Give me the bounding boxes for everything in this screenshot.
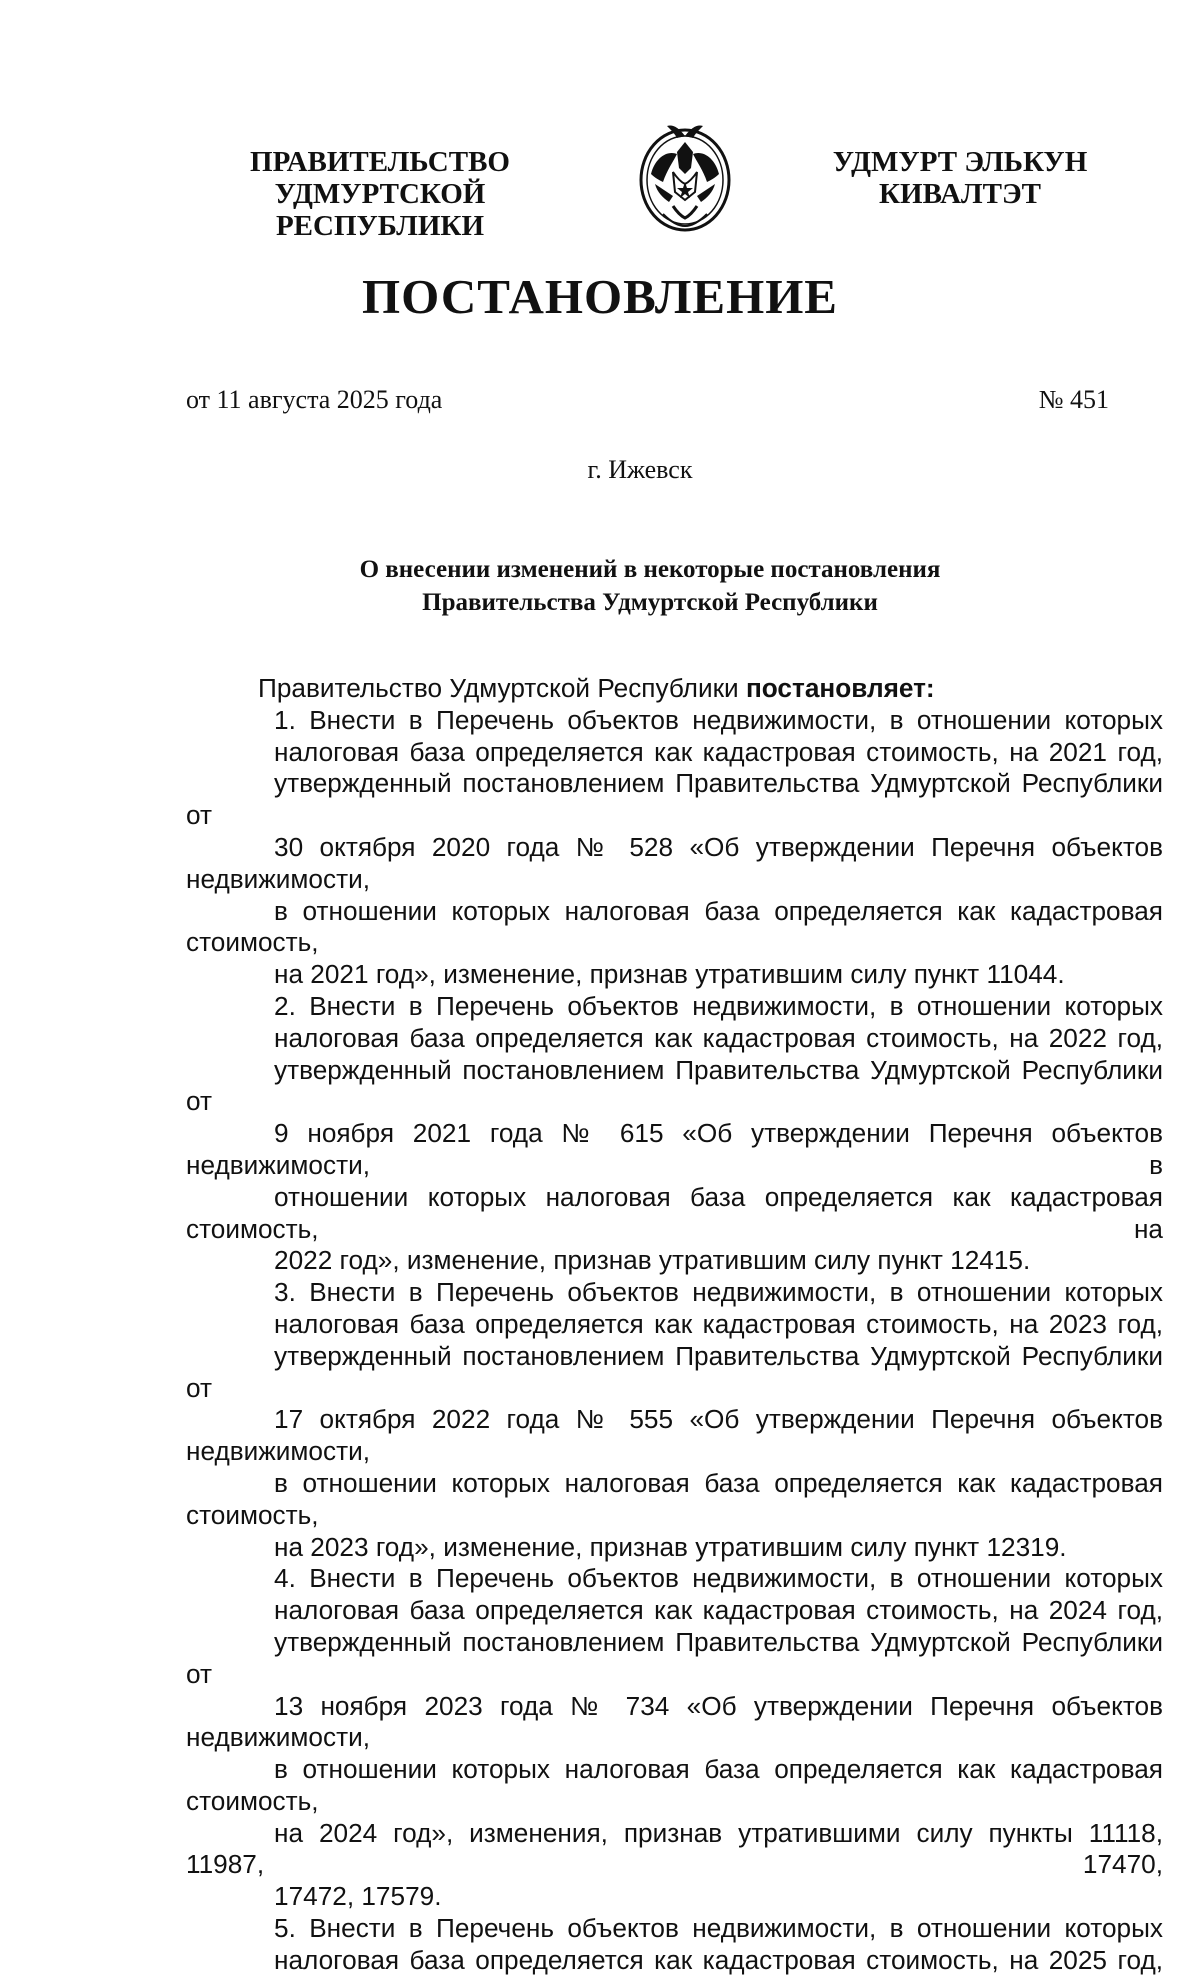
- item-line: 1. Внести в Перечень объектов недвижимости, в отношении которых: [274, 704, 1163, 735]
- preamble: [186, 673, 1163, 705]
- item-line: 30 октября 2020 года № 528 «Об утверждении Перечня объектов недвижимости,: [186, 831, 1163, 894]
- preamble-text: Правительство Удмуртской Республики: [258, 673, 746, 703]
- item-line: 17 октября 2022 года № 555 «Об утверждении Перечня объектов недвижимости,: [186, 1404, 1163, 1467]
- item-5: [186, 1913, 1163, 1977]
- item-line: на 2023 год», изменение, признав утратившим силу пункт 12319.: [274, 1531, 1067, 1562]
- document-subject: [300, 553, 1000, 619]
- coat-of-arms-icon: [633, 122, 737, 234]
- government-name-udmurt: [800, 146, 1120, 210]
- government-name-udmurt-line-1: УДМУРТ ЭЛЬКУН: [832, 146, 1088, 178]
- item-line: 13 ноября 2023 года № 734 «Об утверждении Перечня объектов недвижимости,: [186, 1690, 1163, 1753]
- item-line: отношении которых налоговая база определяется как кадастровая стоимость, на: [186, 1181, 1163, 1244]
- item-1: [186, 705, 1163, 991]
- item-line: налоговая база определяется как кадастровая стоимость, на 2023 год,: [274, 1308, 1163, 1339]
- document-type-title: ПОСТАНОВЛЕНИЕ: [362, 269, 838, 324]
- item-line: налоговая база определяется как кадастровая стоимость, на 2021 год,: [274, 736, 1163, 767]
- item-line: в отношении которых налоговая база определяется как кадастровая стоимость,: [186, 895, 1163, 958]
- item-4: [186, 1563, 1163, 1913]
- government-name-line-2: УДМУРТСКОЙ РЕСПУБЛИКИ: [274, 178, 486, 242]
- item-line: налоговая база определяется как кадастровая стоимость, на 2025 год,: [274, 1944, 1163, 1975]
- document-date: от 11 августа 2025 года: [186, 385, 443, 414]
- item-line: в отношении которых налоговая база определяется как кадастровая стоимость,: [186, 1467, 1163, 1530]
- item-line: 2022 год», изменение, признав утратившим силу пункт 12415.: [274, 1245, 1031, 1276]
- subject-line-2: Правительства Удмуртской Республики: [422, 589, 878, 616]
- item-line: 2. Внести в Перечень объектов недвижимости, в отношении которых: [274, 990, 1163, 1021]
- document-city: г. Ижевск: [587, 455, 693, 484]
- item-line: утвержденный постановлением Правительства Удмуртской Республики от: [186, 1626, 1163, 1689]
- item-line: утвержденный постановлением Правительства Удмуртской Республики от: [186, 768, 1163, 831]
- item-line: 9 ноября 2021 года № 615 «Об утверждении Перечня объектов недвижимости, в: [186, 1118, 1163, 1180]
- item-line: утвержденный постановлением Правительства Удмуртской Республики от: [186, 1054, 1163, 1117]
- item-line: утвержденный постановлением Правительства Удмуртской Республики от: [186, 1340, 1163, 1403]
- item-line: налоговая база определяется как кадастровая стоимость, на 2022 год,: [274, 1022, 1163, 1053]
- item-line: на 2024 год», изменения, признав утратившими силу пункты 11118, 11987, 17470,: [186, 1817, 1163, 1880]
- item-line: налоговая база определяется как кадастровая стоимость, на 2024 год,: [274, 1595, 1163, 1626]
- preamble-verb: постановляет:: [745, 673, 935, 703]
- item-line: 17472, 17579.: [274, 1881, 442, 1912]
- item-2: [186, 991, 1163, 1277]
- government-name-russian: [170, 146, 590, 242]
- item-line: 4. Внести в Перечень объектов недвижимости, в отношении которых: [274, 1563, 1163, 1594]
- item-line: 5. Внести в Перечень объектов недвижимости, в отношении которых: [274, 1913, 1163, 1944]
- government-name-line-1: ПРАВИТЕЛЬСТВО: [250, 146, 510, 178]
- subject-line-1: О внесении изменений в некоторые постановления: [359, 556, 941, 583]
- item-3: [186, 1277, 1163, 1563]
- item-line: 3. Внести в Перечень объектов недвижимости, в отношении которых: [274, 1277, 1163, 1308]
- document-body: [186, 673, 1163, 1977]
- government-name-udmurt-line-2: КИВАЛТЭТ: [878, 178, 1041, 210]
- document-number: № 451: [1038, 385, 1109, 414]
- item-line: на 2021 год», изменение, признав утратившим силу пункт 11044.: [274, 959, 1065, 990]
- item-line: в отношении которых налоговая база определяется как кадастровая стоимость,: [186, 1754, 1163, 1816]
